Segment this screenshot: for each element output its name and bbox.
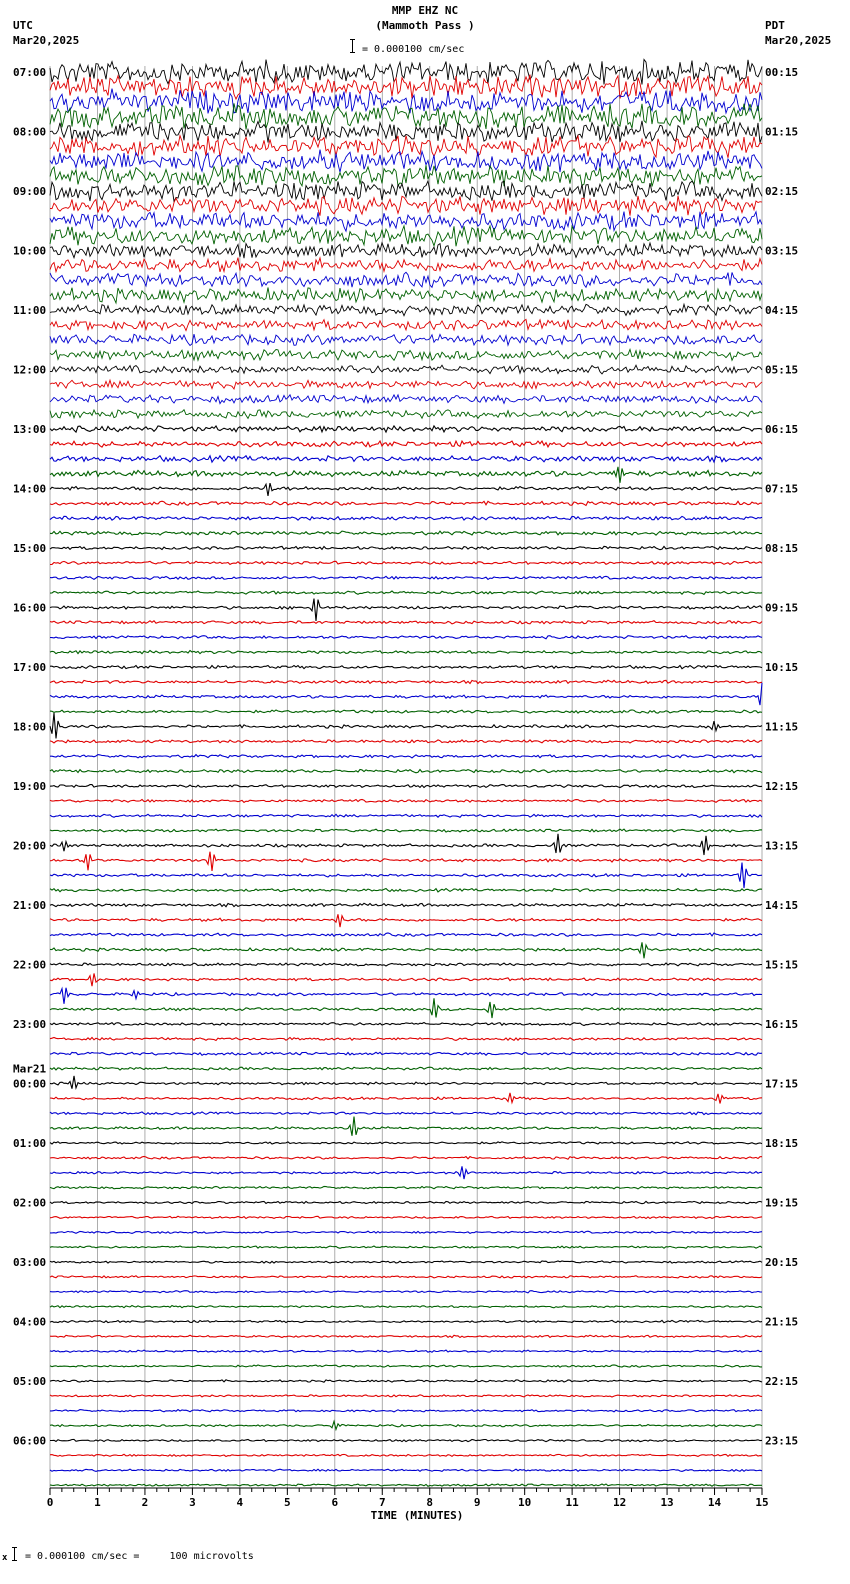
- title-line2: (Mammoth Pass ): [375, 19, 475, 32]
- trace-line: [50, 165, 762, 186]
- x-axis: [47, 1488, 769, 1509]
- trace-line: [50, 516, 762, 520]
- trace-line: [50, 483, 762, 496]
- utc-hour-label: 19:00: [13, 780, 47, 793]
- trace-line: [50, 288, 762, 304]
- trace-line: [50, 651, 762, 654]
- trace-line: [50, 665, 762, 668]
- trace-line: [50, 1350, 762, 1352]
- utc-hour-label: 10:00: [13, 244, 47, 258]
- trace-line: [50, 1320, 762, 1322]
- left-timezone: UTC: [13, 19, 33, 32]
- trace-line: [50, 1335, 762, 1337]
- trace-line: [50, 799, 762, 802]
- utc-hour-label: 05:00: [13, 1375, 47, 1388]
- x-tick-label: 8: [426, 1496, 434, 1509]
- trace-line: [50, 903, 762, 906]
- trace-line: [50, 1216, 762, 1218]
- right-date: Mar20,2025: [765, 34, 832, 47]
- trace-line: [50, 103, 762, 129]
- left-date: Mar20,2025: [13, 34, 80, 47]
- trace-line: [50, 456, 762, 462]
- trace-line: [50, 441, 762, 447]
- trace-line: [50, 60, 762, 85]
- utc-hour-label: 20:00: [13, 839, 47, 853]
- trace-line: [50, 998, 762, 1018]
- trace-line: [50, 1484, 762, 1486]
- pdt-hour-label: 05:15: [765, 363, 799, 377]
- utc-hour-label: 17:00: [13, 661, 47, 674]
- trace-line: [50, 829, 762, 832]
- trace-line: [50, 150, 762, 173]
- trace-line: [50, 591, 762, 594]
- trace-line: [50, 1157, 762, 1160]
- trace-line: [50, 121, 762, 143]
- x-tick-label: 12: [612, 1496, 627, 1509]
- pdt-hour-label: 10:15: [765, 661, 799, 674]
- trace-line: [50, 814, 762, 817]
- utc-hour-label: 00:00: [13, 1077, 47, 1091]
- utc-hour-label: 21:00: [13, 899, 47, 912]
- pdt-hour-label: 12:15: [765, 780, 799, 793]
- pdt-hour-label: 03:15: [765, 244, 799, 258]
- pdt-hour-label: 22:15: [765, 1375, 799, 1388]
- title-line1: MMP EHZ NC: [391, 4, 459, 17]
- utc-hour-label: 07:00: [13, 66, 47, 79]
- trace-line: [50, 467, 762, 483]
- x-tick-label: 2: [141, 1496, 149, 1509]
- trace-line: [50, 258, 762, 272]
- trace-line: [50, 319, 762, 330]
- trace-line: [50, 1261, 762, 1263]
- pdt-hour-label: 02:15: [765, 185, 799, 198]
- trace-line: [50, 889, 762, 892]
- x-tick-label: 3: [189, 1496, 196, 1509]
- trace-line: [50, 1380, 762, 1382]
- trace-line: [50, 834, 762, 855]
- trace-line: [50, 181, 762, 201]
- trace-line: [50, 212, 762, 232]
- utc-hour-label: 11:00: [13, 304, 47, 317]
- trace-line: [50, 942, 762, 958]
- utc-hour-label: 09:00: [13, 185, 47, 198]
- trace-line: [50, 973, 762, 986]
- x-tick-label: 15: [755, 1496, 769, 1509]
- pdt-hour-label: 23:15: [765, 1434, 799, 1448]
- trace-line: [50, 272, 762, 287]
- pdt-hour-label: 19:15: [765, 1196, 799, 1210]
- trace-line: [50, 1246, 762, 1248]
- pdt-hour-label: 18:15: [765, 1137, 799, 1150]
- x-tick-label: 10: [518, 1496, 532, 1509]
- trace-line: [50, 380, 762, 389]
- utc-hour-label: 23:00: [13, 1018, 47, 1031]
- trace-line: [50, 740, 762, 743]
- x-axis-title: TIME (MINUTES): [370, 1509, 464, 1522]
- x-tick-label: 6: [331, 1496, 339, 1509]
- utc-hour-label: 06:00: [13, 1434, 47, 1448]
- pdt-hour-label: 08:15: [765, 542, 799, 555]
- trace-line: [50, 1469, 762, 1471]
- trace-line: [50, 683, 762, 705]
- pdt-hour-label: 13:15: [765, 839, 799, 853]
- utc-hour-label: 16:00: [13, 601, 47, 615]
- pdt-hour-label: 16:15: [765, 1018, 799, 1031]
- utc-hour-label: 22:00: [13, 958, 47, 972]
- trace-line: [50, 349, 762, 360]
- trace-line: [50, 636, 762, 639]
- trace-line: [50, 1439, 762, 1441]
- trace-line: [50, 933, 762, 936]
- utc-hour-label: 01:00: [13, 1137, 47, 1150]
- footer-scale-note: = 0.000100 cm/sec = 100 microvolts: [25, 1551, 254, 1562]
- trace-line: [50, 988, 762, 1004]
- trace-line: [50, 1276, 762, 1278]
- trace-line: [50, 531, 762, 535]
- trace-line: [50, 1142, 762, 1144]
- trace-line: [50, 1291, 762, 1293]
- utc-hour-label: 08:00: [13, 125, 47, 139]
- trace-line: [50, 1306, 762, 1308]
- trace-line: [50, 1365, 762, 1367]
- trace-line: [50, 1038, 762, 1041]
- trace-line: [50, 1076, 762, 1089]
- pdt-hour-label: 07:15: [765, 482, 799, 496]
- trace-line: [50, 1186, 762, 1189]
- trace-line: [50, 770, 762, 773]
- pdt-hour-label: 21:15: [765, 1315, 799, 1329]
- trace-line: [50, 395, 762, 404]
- trace-line: [50, 914, 762, 927]
- trace-line: [50, 501, 762, 505]
- trace-line: [50, 599, 762, 621]
- x-tick-label: 14: [707, 1496, 722, 1509]
- utc-hour-label: 02:00: [13, 1196, 47, 1210]
- x-tick-label: 1: [94, 1496, 101, 1509]
- trace-line: [50, 852, 762, 871]
- utc-hour-label: 15:00: [13, 542, 47, 555]
- trace-line: [50, 1117, 762, 1136]
- pdt-hour-label: 06:15: [765, 423, 799, 436]
- x-tick-label: 9: [473, 1496, 481, 1509]
- trace-line: [50, 1454, 762, 1456]
- utc-hour-label: 18:00: [13, 720, 47, 734]
- trace-line: [50, 426, 762, 432]
- utc-hour-label: 13:00: [13, 423, 47, 436]
- pdt-hour-label: 00:15: [765, 66, 799, 79]
- trace-line: [50, 196, 762, 216]
- pdt-hour-label: 01:15: [765, 125, 799, 139]
- footer-marker: x: [2, 1553, 8, 1563]
- pdt-hour-label: 15:15: [765, 958, 799, 972]
- trace-line: [50, 1052, 762, 1055]
- trace-line: [50, 1023, 762, 1026]
- x-tick-label: 11: [565, 1496, 579, 1509]
- trace-line: [50, 1067, 762, 1070]
- trace-line: [50, 710, 762, 713]
- trace-line: [50, 561, 762, 564]
- trace-line: [50, 243, 762, 258]
- pdt-hour-label: 17:15: [765, 1077, 799, 1091]
- utc-hour-label: 04:00: [13, 1315, 47, 1329]
- trace-line: [50, 1231, 762, 1233]
- trace-line: [50, 1166, 762, 1179]
- pdt-hour-label: 04:15: [765, 304, 799, 317]
- trace-line: [50, 576, 762, 579]
- pdt-hour-label: 20:15: [765, 1256, 799, 1269]
- pdt-hour-label: 11:15: [765, 720, 799, 734]
- trace-line: [50, 1410, 762, 1412]
- trace-line: [50, 755, 762, 758]
- pdt-hour-label: 14:15: [765, 899, 799, 912]
- trace-line: [50, 963, 762, 966]
- trace-line: [50, 226, 762, 246]
- trace-line: [50, 863, 762, 889]
- trace-line: [50, 1201, 762, 1203]
- trace-line: [50, 621, 762, 624]
- pdt-hour-label: 09:15: [765, 601, 799, 615]
- x-tick-label: 5: [284, 1496, 291, 1509]
- trace-line: [50, 410, 762, 419]
- trace-line: [50, 785, 762, 788]
- footer-scale-indicator: [14, 1547, 20, 1561]
- right-timezone: PDT: [765, 19, 785, 32]
- trace-line: [50, 713, 762, 739]
- x-tick-label: 4: [236, 1496, 244, 1509]
- traces: [50, 60, 762, 1487]
- trace-line: [50, 546, 762, 549]
- trace-line: [50, 1112, 762, 1115]
- x-tick-label: 7: [378, 1496, 386, 1509]
- utc-hour-label: 14:00: [13, 482, 47, 496]
- x-tick-label: 0: [46, 1496, 54, 1509]
- trace-line: [50, 1093, 762, 1104]
- utc-hour-label: 12:00: [13, 363, 47, 377]
- date-change-label: Mar21: [13, 1062, 47, 1076]
- trace-line: [50, 304, 762, 315]
- trace-line: [50, 334, 762, 345]
- scale-text: = 0.000100 cm/sec: [362, 44, 465, 55]
- trace-line: [50, 1421, 762, 1429]
- trace-line: [50, 1395, 762, 1397]
- trace-line: [50, 365, 762, 374]
- x-tick-label: 13: [660, 1496, 674, 1509]
- utc-hour-label: 03:00: [13, 1256, 47, 1269]
- trace-line: [50, 680, 762, 683]
